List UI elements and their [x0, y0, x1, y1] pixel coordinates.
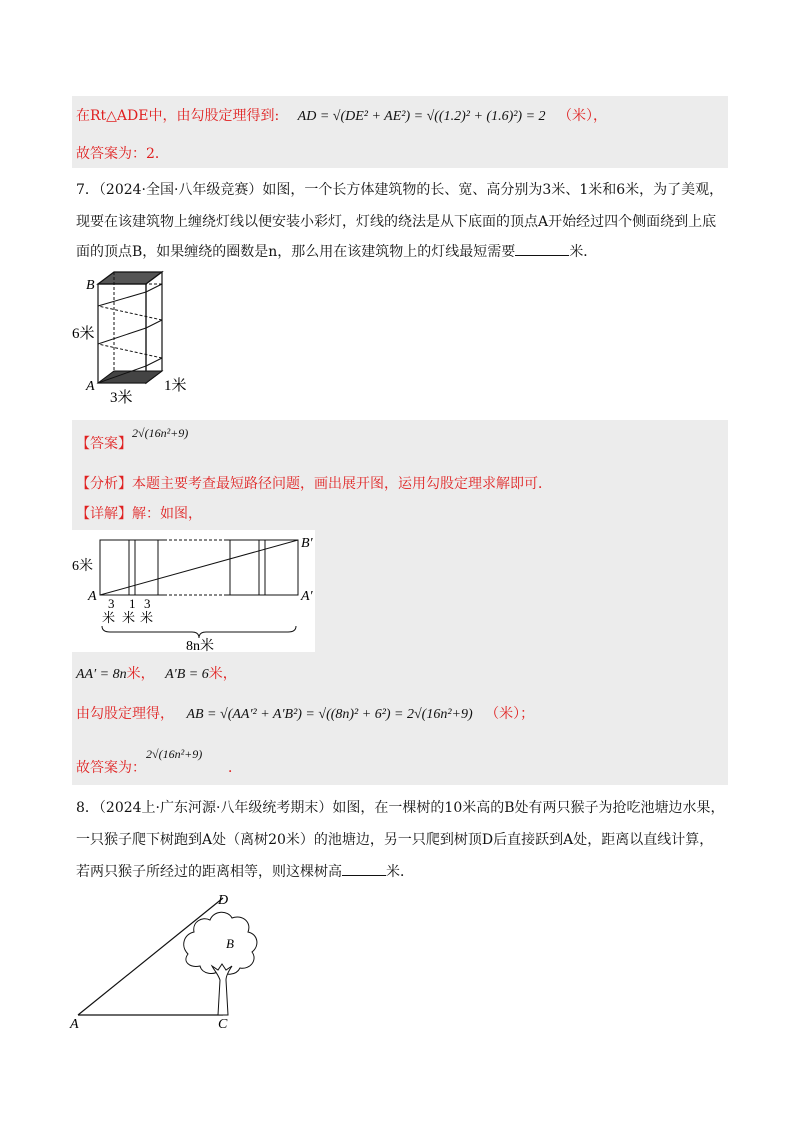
analysis-label: 【分析】	[76, 476, 132, 492]
eq2-unit: 米，	[208, 666, 237, 682]
q7-final-line	[76, 758, 146, 778]
label-height: 6米	[72, 559, 93, 574]
label-A: A	[86, 379, 95, 394]
q8-line-3-text: 若两只猴子所经过的距离相等，则这棵树高	[76, 864, 342, 880]
solution-line-1-suffix: （米），	[558, 108, 607, 124]
label-C: C	[218, 1017, 228, 1032]
eq3-formula: AB = √(AA′² + A′B²) = √((8n)² + 6²) = 2√(16n²+9)	[186, 707, 473, 722]
label-D: D	[218, 893, 229, 908]
q7-analysis-line	[76, 474, 552, 494]
label-total: 8n米	[186, 639, 214, 652]
solution-final-answer: 故答案为：2．	[76, 146, 169, 162]
q7-eq-line-1	[76, 664, 237, 685]
q7-line-3-text: 面的顶点B，如果缠绕的圈数是n，那么用在该建筑物上的灯线最短需要	[76, 244, 516, 260]
q7-final-suffix: ．	[228, 760, 242, 776]
solution-line-1	[76, 106, 607, 127]
label-B-prime: B′	[301, 536, 313, 551]
label-A: A	[70, 1017, 79, 1032]
seg2-unit: 米	[122, 610, 136, 625]
q8-answer-blank	[342, 863, 386, 876]
q8-line-3	[76, 862, 414, 882]
q7-unfolded-figure	[72, 530, 315, 652]
detail-text: 解：如图，	[132, 506, 202, 522]
q7-detail-line	[76, 504, 202, 524]
seg2-num: 1	[129, 596, 136, 611]
seg1-num: 3	[108, 596, 115, 611]
eq3-prefix: 由勾股定理得，	[76, 706, 174, 722]
solution-line-1-prefix: 在Rt△ADE中，由勾股定理得到:	[76, 108, 280, 124]
label-height: 6米	[72, 326, 95, 342]
q7-line-3	[76, 242, 597, 262]
eq1: AA′ = 8n	[76, 667, 127, 682]
tree-trunk	[212, 964, 232, 1015]
q7-cuboid-figure	[72, 268, 202, 408]
q7-answer-blank	[515, 243, 569, 256]
label-length: 3米	[110, 390, 133, 406]
label-A-prime: A′	[301, 589, 313, 604]
q7-answer-value: 2√(16n²+9)	[132, 426, 189, 440]
label-B: B	[226, 936, 234, 951]
cuboid-bottom-face	[98, 371, 162, 383]
q7-line-1: 7．（2024·全国·八年级竞赛）如图，一个长方体建筑物的长、宽、高分别为3米、1米和6米，为了美观，	[76, 182, 724, 198]
cuboid-right-face	[146, 272, 162, 383]
brace	[102, 626, 296, 638]
analysis-text: 本题主要考查最短路径问题，画出展开图，运用勾股定理求解即可．	[132, 476, 552, 492]
seg1-unit: 米	[102, 610, 116, 625]
q8-line-2: 一只猴子爬下树跑到A处（离树20米）的池塘边，另一只爬到树顶D后直接跃到A处，距离以直线计算，	[76, 832, 714, 848]
diagonal-AB	[100, 540, 298, 595]
label-width: 1米	[164, 378, 187, 394]
q7-line-2: 现要在该建筑物上缠绕灯线以便安装小彩灯，灯线的绕法是从下底面的顶点A开始经过四个侧面绕到上底	[76, 214, 717, 230]
solution-line-1-formula: AD = √(DE² + AE²) = √((1.2)² + (1.6)²) = 2	[297, 109, 546, 124]
q7-eq-line-2	[76, 704, 534, 725]
label-A: A	[88, 589, 97, 604]
eq1-unit: 米，	[126, 666, 155, 682]
detail-label: 【详解】	[76, 506, 132, 522]
label-B: B	[86, 278, 95, 293]
q8-line-1: 8．（2024上·广东河源·八年级统考期末）如图，在一棵树的10米高的B处有两只猴子为抢吃池塘边水果，	[76, 800, 725, 816]
eq3-suffix: （米）；	[485, 706, 535, 722]
eq2: A′B = 6	[165, 667, 209, 682]
q7-line-3-unit: 米．	[569, 244, 598, 260]
q8-tree-figure	[68, 884, 278, 1034]
answer-label: 【答案】	[76, 436, 132, 452]
q8-line-3-unit: 米．	[386, 864, 414, 880]
seg3-num: 3	[144, 596, 151, 611]
q7-answer-line	[76, 434, 132, 454]
seg3-unit: 米	[140, 610, 154, 625]
final-prefix: 故答案为：	[76, 760, 146, 776]
q7-final-value: 2√(16n²+9)	[146, 747, 203, 761]
